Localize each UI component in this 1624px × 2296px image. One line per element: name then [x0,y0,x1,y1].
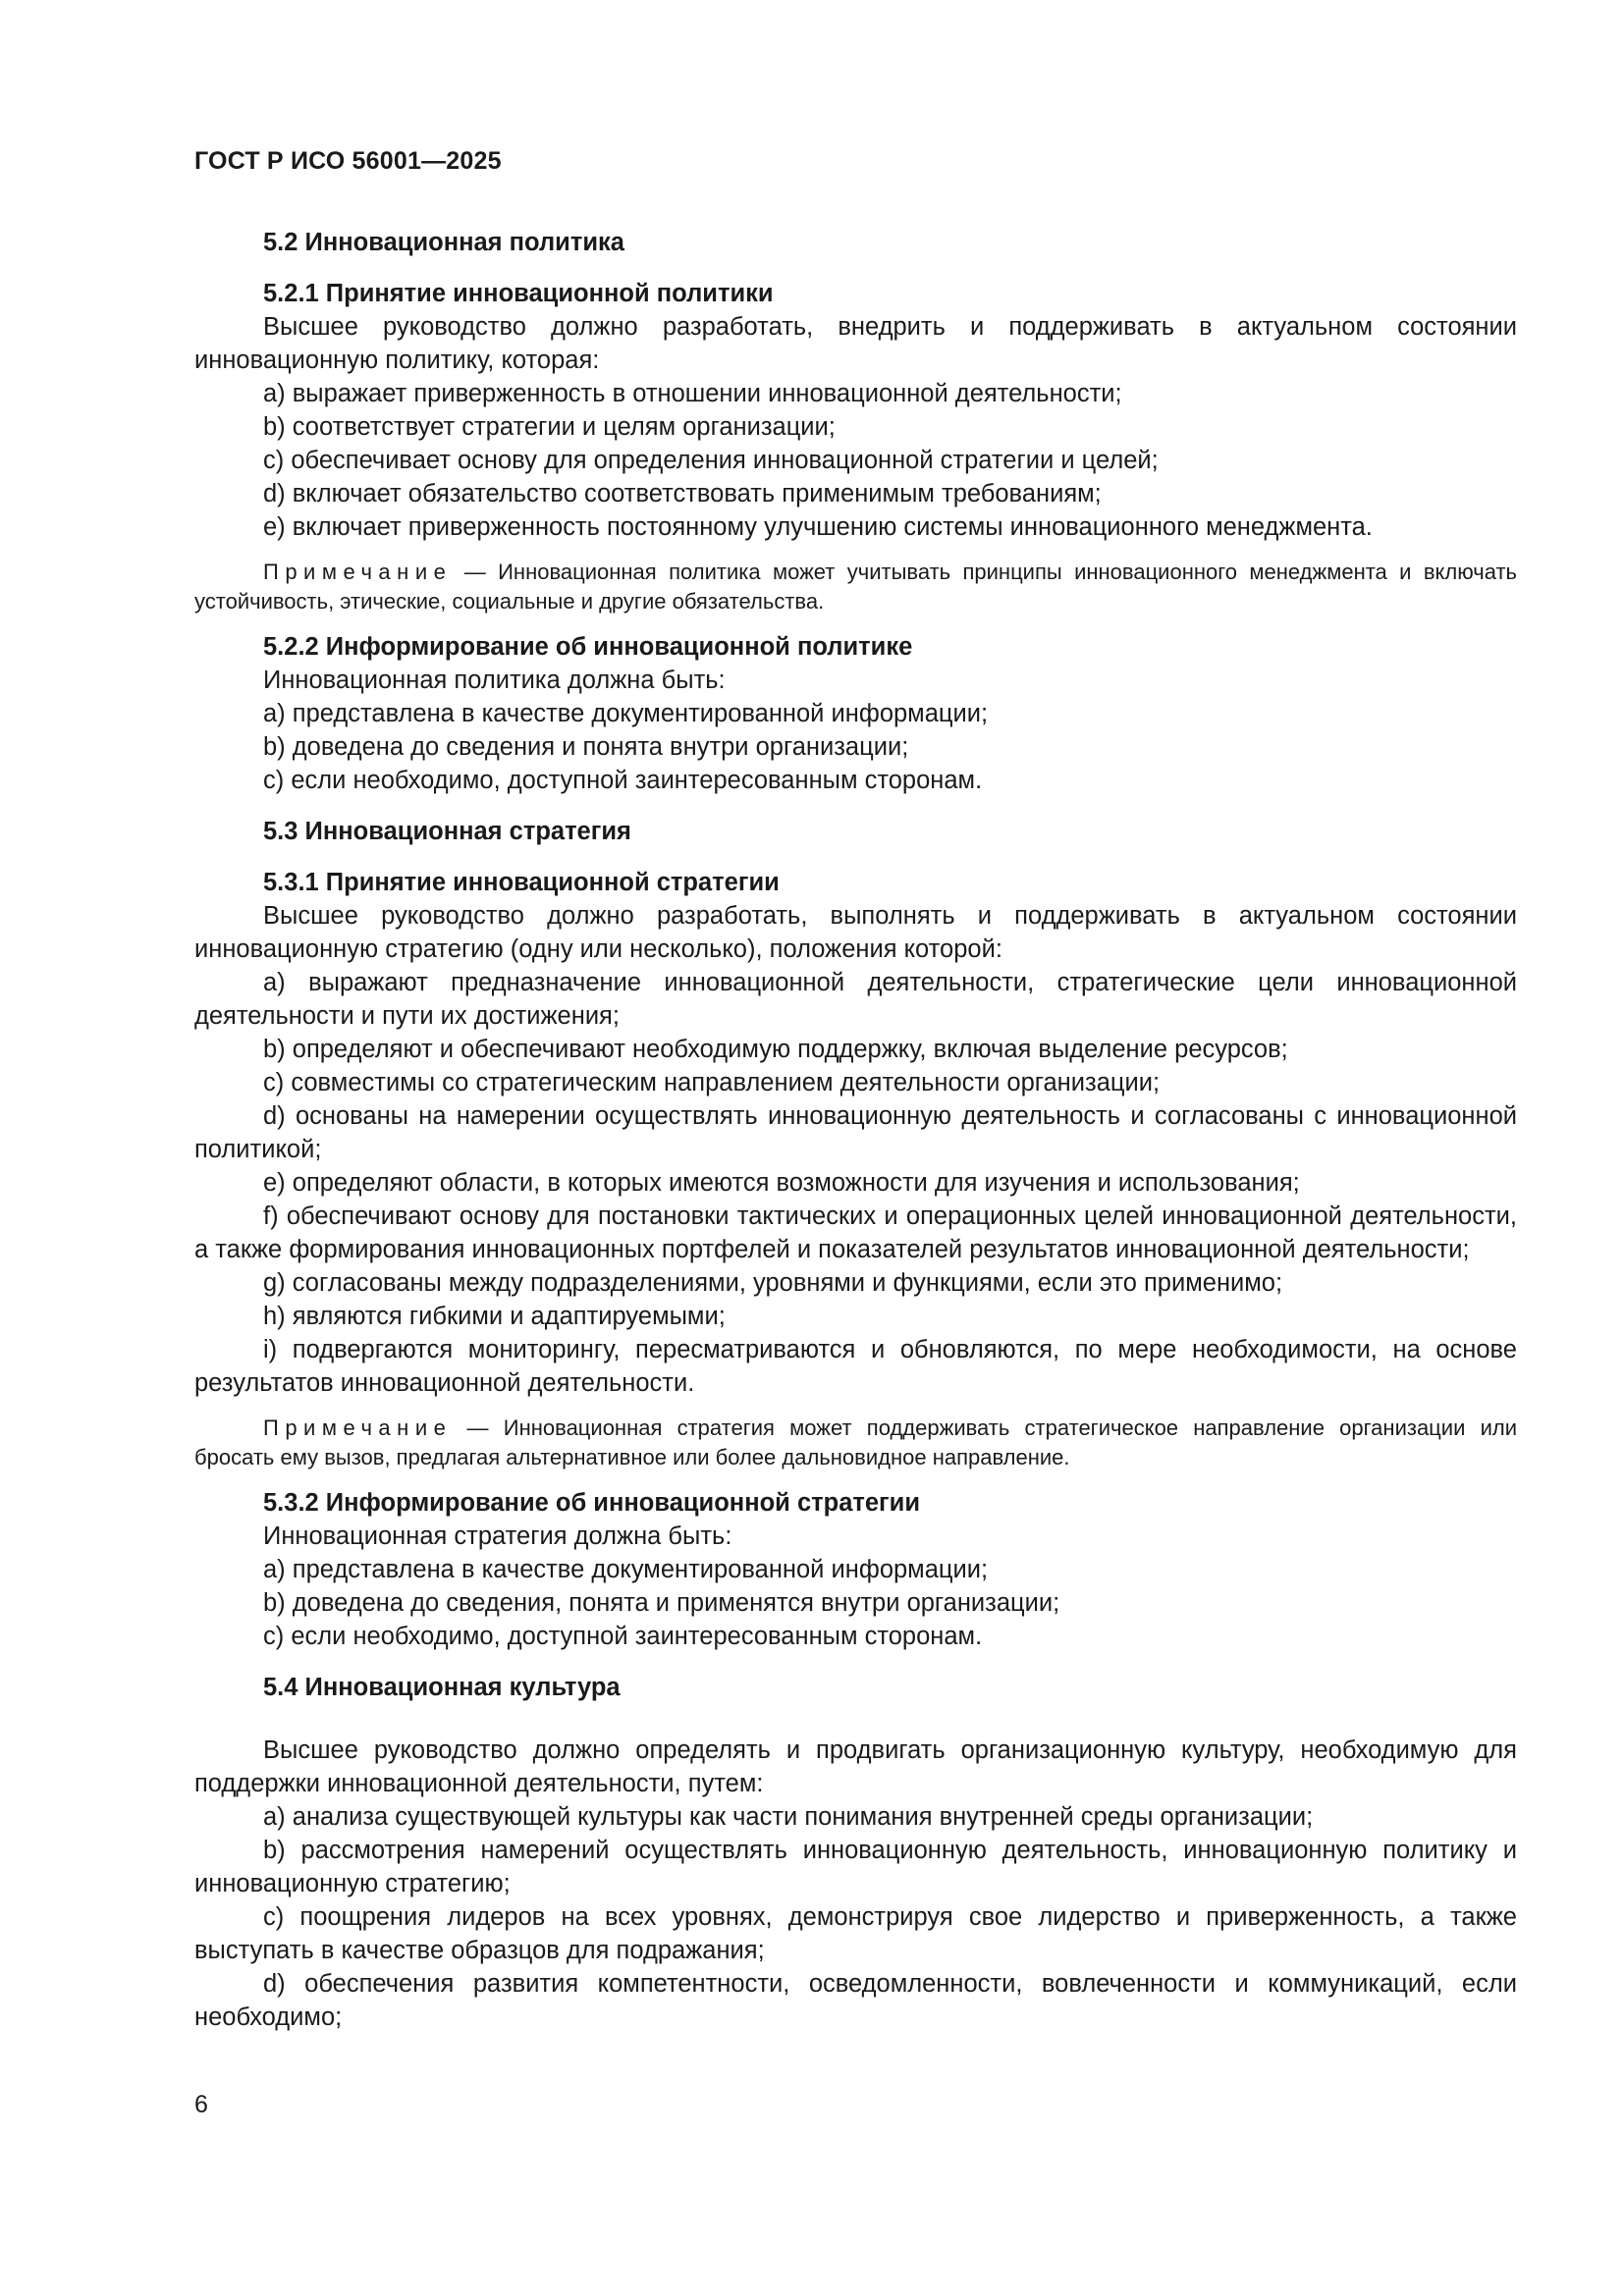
list-item: d) включает обязательство соответствовать применимым требованиям; [263,480,1102,507]
list-item: b) соответствует стратегии и целям организации; [263,413,836,441]
list-item: e) определяют области, в которых имеются возможности для изучения и использования; [263,1169,1300,1197]
section-heading-5-4: 5.4 Инновационная культура [263,1674,621,1701]
paragraph: Высшее руководство должно определять и продвигать организационную культуру, необходимую для поддержки инновационной деятельности, путем: [194,1736,1517,1797]
list-item: a) выражает приверженность в отношении инновационной деятельности; [263,380,1122,407]
paragraph: Инновационная стратегия должна быть: [263,1522,732,1550]
list-item: f) обеспечивают основу для постановки тактических и операционных целей инновационной деятельности, а также формирования инновационных портфелей и показателей результатов инновационной деятельности; [194,1202,1517,1263]
list-item: d) основаны на намерении осуществлять инновационную деятельность и согласованы с инновационной политикой; [194,1102,1517,1163]
note [194,558,1517,616]
list-item: a) выражают предназначение инновационной деятельности, стратегические цели инновационной деятельности и пути их достижения; [194,969,1517,1030]
list-item: a) анализа существующей культуры как части понимания внутренней среды организации; [263,1803,1314,1831]
list-item: c) поощрения лидеров на всех уровнях, демонстрируя свое лидерство и приверженность, а также выступать в качестве образцов для подражания; [194,1903,1517,1964]
list-item: c) обеспечивает основу для определения инновационной стратегии и целей; [263,447,1159,474]
list-item: i) подвергаются мониторингу, пересматриваются и обновляются, по мере необходимости, на основе результатов инновационной деятельности. [194,1336,1517,1397]
list-item: c) если необходимо, доступной заинтересованным сторонам. [263,1623,983,1650]
paragraph: Инновационная политика должна быть: [263,667,726,694]
list-item: h) являются гибкими и адаптируемыми; [263,1303,726,1330]
list-item: d) обеспечения развития компетентности, осведомленности, вовлеченности и коммуникаций, если необходимо; [194,1970,1517,2031]
list-item: c) совместимы со стратегическим направлением деятельности организации; [263,1069,1161,1096]
paragraph: Высшее руководство должно разработать, выполнять и поддерживать в актуальном состоянии инновационную стратегию (одну или несколько), положения которой: [194,902,1517,963]
note-text: — Инновационная стратегия может поддерживать стратегическое направление организации или бросать ему вызов, предлагая альтернативное или более дальновидное направление. [194,1415,1517,1469]
list-item: g) согласованы между подразделениями, уровнями и функциями, если это применимо; [263,1269,1283,1297]
list-item: a) представлена в качестве документированной информации; [263,1556,989,1583]
note-text: — Инновационная политика может учитывать принципы инновационного менеджмента и включать устойчивость, этические, социальные и другие обязательства. [194,560,1517,614]
list-item: b) определяют и обеспечивают необходимую поддержку, включая выделение ресурсов; [263,1036,1288,1063]
note-label: Примечание [263,560,453,584]
paragraph: Высшее руководство должно разработать, внедрить и поддерживать в актуальном состоянии инновационную политику, которая: [194,313,1517,374]
subsection-heading-5-2-2: 5.2.2 Информирование об инновационной политике [263,633,913,661]
list-item: e) включает приверженность постоянному улучшению системы инновационного менеджмента. [263,513,1373,541]
subsection-heading-5-3-1: 5.3.1 Принятие инновационной стратегии [263,869,780,896]
section-heading-5-2: 5.2 Инновационная политика [263,229,624,256]
list-item: a) представлена в качестве документированной информации; [263,700,989,727]
list-item: c) если необходимо, доступной заинтересованным сторонам. [263,767,983,794]
page-number: 6 [194,2091,208,2118]
note [194,1414,1517,1472]
section-heading-5-3: 5.3 Инновационная стратегия [263,818,631,845]
subsection-heading-5-3-2: 5.3.2 Информирование об инновационной стратегии [263,1489,921,1517]
standard-code-header: ГОСТ Р ИСО 56001—2025 [194,147,502,175]
list-item: b) доведена до сведения и понята внутри организации; [263,733,909,761]
list-item: b) доведена до сведения, понята и применятся внутри организации; [263,1589,1060,1617]
subsection-heading-5-2-1: 5.2.1 Принятие инновационной политики [263,280,774,307]
note-label: Примечание [263,1415,453,1440]
list-item: b) рассмотрения намерений осуществлять инновационную деятельность, инновационную политику и инновационную стратегию; [194,1837,1517,1897]
document-body [194,226,1517,2034]
